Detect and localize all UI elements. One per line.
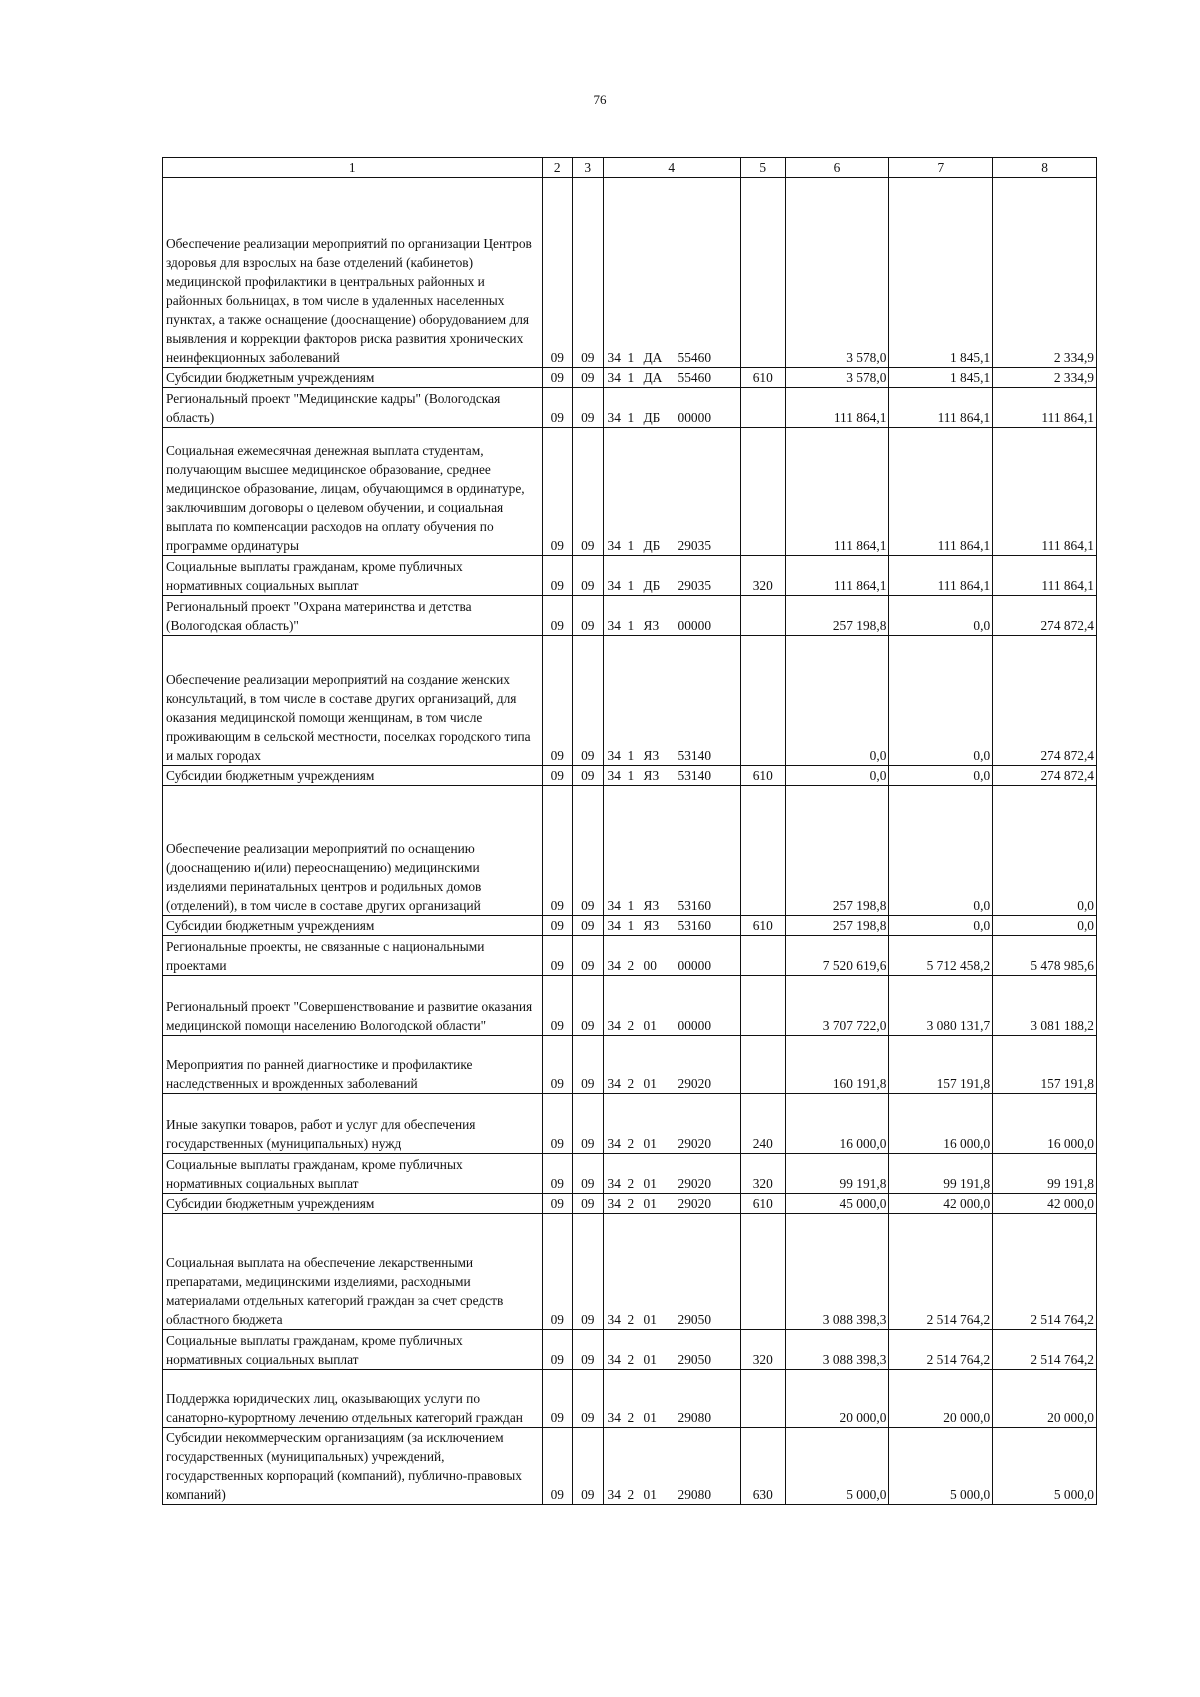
table-row bbox=[163, 1094, 1097, 1154]
table-row bbox=[163, 1370, 1097, 1428]
article-direction: 01 bbox=[643, 1196, 657, 1211]
row-subsection: 09 bbox=[573, 178, 604, 368]
row-section: 09 bbox=[542, 388, 573, 428]
row-target-article bbox=[603, 916, 740, 936]
row-section: 09 bbox=[542, 976, 573, 1036]
row-target-article bbox=[603, 388, 740, 428]
table-row bbox=[163, 1214, 1097, 1330]
row-amount-year-1: 257 198,8 bbox=[785, 916, 889, 936]
header-col-6: 6 bbox=[785, 158, 889, 178]
row-amount-year-3: 274 872,4 bbox=[993, 766, 1097, 786]
row-amount-year-3: 0,0 bbox=[993, 786, 1097, 916]
row-expense-type: 610 bbox=[740, 916, 785, 936]
row-amount-year-2: 1 845,1 bbox=[889, 368, 993, 388]
row-amount-year-1: 111 864,1 bbox=[785, 556, 889, 596]
row-amount-year-3: 274 872,4 bbox=[993, 636, 1097, 766]
row-subsection: 09 bbox=[573, 388, 604, 428]
row-subsection: 09 bbox=[573, 1214, 604, 1330]
row-target-article bbox=[603, 178, 740, 368]
table-body bbox=[163, 178, 1097, 1505]
row-amount-year-1: 16 000,0 bbox=[785, 1094, 889, 1154]
row-expense-type bbox=[740, 388, 785, 428]
row-amount-year-1: 0,0 bbox=[785, 636, 889, 766]
article-direction: 01 bbox=[643, 1410, 657, 1425]
row-target-article bbox=[603, 936, 740, 976]
row-amount-year-1: 160 191,8 bbox=[785, 1036, 889, 1094]
article-direction: Я3 bbox=[643, 768, 660, 783]
row-amount-year-3: 5 000,0 bbox=[993, 1428, 1097, 1505]
article-direction: 01 bbox=[643, 1352, 657, 1367]
row-expense-type bbox=[740, 1036, 785, 1094]
row-amount-year-2: 0,0 bbox=[889, 916, 993, 936]
article-code: 29020 bbox=[677, 1136, 712, 1151]
row-amount-year-3: 16 000,0 bbox=[993, 1094, 1097, 1154]
header-row bbox=[163, 158, 1097, 178]
article-program: 34 bbox=[607, 1487, 621, 1502]
row-subsection: 09 bbox=[573, 766, 604, 786]
row-amount-year-1: 111 864,1 bbox=[785, 388, 889, 428]
article-program: 34 bbox=[607, 1018, 621, 1033]
table-row bbox=[163, 388, 1097, 428]
row-description: Социальная ежемесячная денежная выплата студентам, получающим высшее медицинское образование, среднее медицинское образование, лицам, обучающимся в ординатуре, заключившим договоры о целевом обучении, и социальная выплата по компенсации расходов на оплату обучения по программе ординатуры bbox=[163, 428, 543, 556]
row-amount-year-1: 3 707 722,0 bbox=[785, 976, 889, 1036]
row-description: Социальные выплаты гражданам, кроме публичных нормативных социальных выплат bbox=[163, 556, 543, 596]
row-description: Региональный проект "Охрана материнства и детства (Вологодская область)" bbox=[163, 596, 543, 636]
row-amount-year-1: 7 520 619,6 bbox=[785, 936, 889, 976]
row-section: 09 bbox=[542, 1214, 573, 1330]
row-target-article bbox=[603, 786, 740, 916]
table-row bbox=[163, 916, 1097, 936]
article-subprogram: 1 bbox=[627, 538, 635, 553]
article-program: 34 bbox=[607, 1176, 621, 1191]
row-target-article bbox=[603, 1330, 740, 1370]
row-amount-year-3: 0,0 bbox=[993, 916, 1097, 936]
table-row bbox=[163, 1036, 1097, 1094]
row-amount-year-1: 111 864,1 bbox=[785, 428, 889, 556]
article-subprogram: 1 bbox=[627, 370, 635, 385]
header-col-3: 3 bbox=[573, 158, 604, 178]
article-direction: 01 bbox=[643, 1018, 657, 1033]
row-subsection: 09 bbox=[573, 1370, 604, 1428]
article-direction: 00 bbox=[643, 958, 657, 973]
article-program: 34 bbox=[607, 410, 621, 425]
article-code: 29020 bbox=[677, 1176, 712, 1191]
article-subprogram: 1 bbox=[627, 618, 635, 633]
row-amount-year-1: 5 000,0 bbox=[785, 1428, 889, 1505]
article-code: 29050 bbox=[677, 1312, 712, 1327]
row-section: 09 bbox=[542, 178, 573, 368]
row-amount-year-3: 99 191,8 bbox=[993, 1154, 1097, 1194]
row-subsection: 09 bbox=[573, 368, 604, 388]
row-subsection: 09 bbox=[573, 1330, 604, 1370]
table-row bbox=[163, 1194, 1097, 1214]
row-amount-year-3: 2 514 764,2 bbox=[993, 1214, 1097, 1330]
row-description: Поддержка юридических лиц, оказывающих услуги по санаторно-курортному лечению отдельных категорий граждан bbox=[163, 1370, 543, 1428]
article-code: 29035 bbox=[677, 578, 712, 593]
row-amount-year-3: 3 081 188,2 bbox=[993, 976, 1097, 1036]
row-expense-type bbox=[740, 936, 785, 976]
article-program: 34 bbox=[607, 1410, 621, 1425]
row-expense-type bbox=[740, 1370, 785, 1428]
row-subsection: 09 bbox=[573, 976, 604, 1036]
article-code: 00000 bbox=[677, 410, 712, 425]
row-target-article bbox=[603, 1214, 740, 1330]
budget-table bbox=[162, 157, 1097, 1505]
row-expense-type bbox=[740, 786, 785, 916]
article-direction: Я3 bbox=[643, 918, 660, 933]
article-subprogram: 2 bbox=[627, 1487, 635, 1502]
row-target-article bbox=[603, 1036, 740, 1094]
row-description: Субсидии некоммерческим организациям (за исключением государственных (муниципальных) учреждений, государственных корпораций (компаний), публично-правовых компаний) bbox=[163, 1428, 543, 1505]
row-section: 09 bbox=[542, 1370, 573, 1428]
row-target-article bbox=[603, 976, 740, 1036]
header-col-4: 4 bbox=[603, 158, 740, 178]
row-target-article bbox=[603, 1094, 740, 1154]
article-program: 34 bbox=[607, 1076, 621, 1091]
row-expense-type: 320 bbox=[740, 1154, 785, 1194]
row-subsection: 09 bbox=[573, 916, 604, 936]
article-direction: 01 bbox=[643, 1312, 657, 1327]
row-amount-year-1: 45 000,0 bbox=[785, 1194, 889, 1214]
article-code: 53160 bbox=[677, 898, 712, 913]
row-amount-year-3: 20 000,0 bbox=[993, 1370, 1097, 1428]
table-row bbox=[163, 636, 1097, 766]
row-description: Субсидии бюджетным учреждениям bbox=[163, 368, 543, 388]
row-target-article bbox=[603, 596, 740, 636]
row-target-article bbox=[603, 1428, 740, 1505]
row-amount-year-1: 257 198,8 bbox=[785, 596, 889, 636]
row-amount-year-2: 2 514 764,2 bbox=[889, 1214, 993, 1330]
article-program: 34 bbox=[607, 898, 621, 913]
row-subsection: 09 bbox=[573, 1428, 604, 1505]
article-subprogram: 1 bbox=[627, 410, 635, 425]
row-amount-year-2: 5 712 458,2 bbox=[889, 936, 993, 976]
article-subprogram: 1 bbox=[627, 748, 635, 763]
row-section: 09 bbox=[542, 916, 573, 936]
row-description: Субсидии бюджетным учреждениям bbox=[163, 766, 543, 786]
table-row bbox=[163, 976, 1097, 1036]
row-amount-year-2: 1 845,1 bbox=[889, 178, 993, 368]
row-subsection: 09 bbox=[573, 1036, 604, 1094]
row-expense-type: 240 bbox=[740, 1094, 785, 1154]
article-code: 29080 bbox=[677, 1410, 712, 1425]
row-amount-year-3: 2 514 764,2 bbox=[993, 1330, 1097, 1370]
article-code: 53140 bbox=[677, 768, 712, 783]
article-program: 34 bbox=[607, 578, 621, 593]
article-program: 34 bbox=[607, 1352, 621, 1367]
article-direction: ДА bbox=[643, 370, 663, 385]
row-amount-year-3: 2 334,9 bbox=[993, 178, 1097, 368]
article-direction: Я3 bbox=[643, 618, 660, 633]
row-section: 09 bbox=[542, 636, 573, 766]
article-program: 34 bbox=[607, 618, 621, 633]
row-amount-year-3: 274 872,4 bbox=[993, 596, 1097, 636]
table-row bbox=[163, 178, 1097, 368]
article-subprogram: 1 bbox=[627, 918, 635, 933]
article-subprogram: 1 bbox=[627, 578, 635, 593]
row-description: Субсидии бюджетным учреждениям bbox=[163, 916, 543, 936]
row-section: 09 bbox=[542, 936, 573, 976]
row-expense-type bbox=[740, 636, 785, 766]
article-code: 55460 bbox=[677, 350, 712, 365]
row-amount-year-2: 42 000,0 bbox=[889, 1194, 993, 1214]
row-expense-type: 610 bbox=[740, 1194, 785, 1214]
row-description: Региональные проекты, не связанные с национальными проектами bbox=[163, 936, 543, 976]
row-expense-type bbox=[740, 1214, 785, 1330]
article-subprogram: 2 bbox=[627, 1312, 635, 1327]
row-target-article bbox=[603, 766, 740, 786]
table-row bbox=[163, 1428, 1097, 1505]
row-target-article bbox=[603, 1194, 740, 1214]
article-subprogram: 1 bbox=[627, 768, 635, 783]
row-description: Социальная выплата на обеспечение лекарственными препаратами, медицинскими изделиями, расходными материалами отдельных категорий граждан за счет средств областного бюджета bbox=[163, 1214, 543, 1330]
row-amount-year-1: 0,0 bbox=[785, 766, 889, 786]
row-amount-year-1: 3 088 398,3 bbox=[785, 1214, 889, 1330]
article-direction: 01 bbox=[643, 1176, 657, 1191]
row-expense-type bbox=[740, 428, 785, 556]
row-amount-year-3: 111 864,1 bbox=[993, 388, 1097, 428]
row-target-article bbox=[603, 636, 740, 766]
table-row bbox=[163, 936, 1097, 976]
article-subprogram: 2 bbox=[627, 1076, 635, 1091]
row-target-article bbox=[603, 428, 740, 556]
row-subsection: 09 bbox=[573, 936, 604, 976]
row-section: 09 bbox=[542, 1428, 573, 1505]
row-amount-year-2: 111 864,1 bbox=[889, 556, 993, 596]
article-code: 29050 bbox=[677, 1352, 712, 1367]
article-program: 34 bbox=[607, 748, 621, 763]
row-amount-year-2: 5 000,0 bbox=[889, 1428, 993, 1505]
article-program: 34 bbox=[607, 538, 621, 553]
header-col-8: 8 bbox=[993, 158, 1097, 178]
article-code: 00000 bbox=[677, 958, 712, 973]
row-amount-year-2: 2 514 764,2 bbox=[889, 1330, 993, 1370]
table-row bbox=[163, 1330, 1097, 1370]
article-direction: Я3 bbox=[643, 748, 660, 763]
table-row bbox=[163, 596, 1097, 636]
row-section: 09 bbox=[542, 556, 573, 596]
row-amount-year-1: 257 198,8 bbox=[785, 786, 889, 916]
row-description: Региональный проект "Медицинские кадры" (Вологодская область) bbox=[163, 388, 543, 428]
row-expense-type bbox=[740, 178, 785, 368]
article-direction: Я3 bbox=[643, 898, 660, 913]
row-amount-year-2: 111 864,1 bbox=[889, 388, 993, 428]
row-subsection: 09 bbox=[573, 428, 604, 556]
row-subsection: 09 bbox=[573, 1094, 604, 1154]
article-subprogram: 2 bbox=[627, 1136, 635, 1151]
article-subprogram: 2 bbox=[627, 958, 635, 973]
row-description: Обеспечение реализации мероприятий по организации Центров здоровья для взрослых на базе отделений (кабинетов) медицинской профилактики в центральных районных и районных больницах, в том числе в удаленных населенных пунктах, а также оснащение (дооснащение) оборудованием для выявления и коррекции факторов риска развития хронических неинфекционных заболеваний bbox=[163, 178, 543, 368]
article-subprogram: 2 bbox=[627, 1410, 635, 1425]
article-direction: ДА bbox=[643, 350, 663, 365]
row-amount-year-2: 111 864,1 bbox=[889, 428, 993, 556]
row-description: Мероприятия по ранней диагностике и профилактике наследственных и врожденных заболеваний bbox=[163, 1036, 543, 1094]
row-amount-year-3: 111 864,1 bbox=[993, 556, 1097, 596]
article-subprogram: 2 bbox=[627, 1352, 635, 1367]
header-col-2: 2 bbox=[542, 158, 573, 178]
header-col-1: 1 bbox=[163, 158, 543, 178]
row-amount-year-2: 3 080 131,7 bbox=[889, 976, 993, 1036]
row-description: Иные закупки товаров, работ и услуг для обеспечения государственных (муниципальных) нужд bbox=[163, 1094, 543, 1154]
row-section: 09 bbox=[542, 428, 573, 556]
article-program: 34 bbox=[607, 918, 621, 933]
row-expense-type: 320 bbox=[740, 556, 785, 596]
row-target-article bbox=[603, 1370, 740, 1428]
article-program: 34 bbox=[607, 350, 621, 365]
article-program: 34 bbox=[607, 958, 621, 973]
article-code: 53140 bbox=[677, 748, 712, 763]
row-amount-year-2: 20 000,0 bbox=[889, 1370, 993, 1428]
row-amount-year-3: 42 000,0 bbox=[993, 1194, 1097, 1214]
article-program: 34 bbox=[607, 1196, 621, 1211]
article-program: 34 bbox=[607, 1136, 621, 1151]
article-code: 55460 bbox=[677, 370, 712, 385]
row-amount-year-2: 0,0 bbox=[889, 636, 993, 766]
article-subprogram: 2 bbox=[627, 1018, 635, 1033]
row-description: Социальные выплаты гражданам, кроме публичных нормативных социальных выплат bbox=[163, 1330, 543, 1370]
row-section: 09 bbox=[542, 1194, 573, 1214]
article-program: 34 bbox=[607, 768, 621, 783]
row-section: 09 bbox=[542, 1330, 573, 1370]
row-subsection: 09 bbox=[573, 556, 604, 596]
row-amount-year-1: 3 088 398,3 bbox=[785, 1330, 889, 1370]
row-subsection: 09 bbox=[573, 596, 604, 636]
article-code: 29035 bbox=[677, 538, 712, 553]
row-target-article bbox=[603, 1154, 740, 1194]
row-description: Социальные выплаты гражданам, кроме публичных нормативных социальных выплат bbox=[163, 1154, 543, 1194]
row-amount-year-2: 16 000,0 bbox=[889, 1094, 993, 1154]
article-direction: 01 bbox=[643, 1136, 657, 1151]
page-number: 76 bbox=[593, 92, 607, 107]
row-expense-type bbox=[740, 596, 785, 636]
row-subsection: 09 bbox=[573, 1154, 604, 1194]
article-direction: ДБ bbox=[643, 578, 661, 593]
row-description: Региональный проект "Совершенствование и развитие оказания медицинской помощи населению Вологодской области" bbox=[163, 976, 543, 1036]
row-amount-year-2: 99 191,8 bbox=[889, 1154, 993, 1194]
row-expense-type: 320 bbox=[740, 1330, 785, 1370]
row-expense-type: 610 bbox=[740, 368, 785, 388]
row-subsection: 09 bbox=[573, 1194, 604, 1214]
article-direction: ДБ bbox=[643, 410, 661, 425]
header-col-5: 5 bbox=[740, 158, 785, 178]
article-subprogram: 1 bbox=[627, 898, 635, 913]
row-amount-year-2: 0,0 bbox=[889, 766, 993, 786]
row-amount-year-2: 0,0 bbox=[889, 596, 993, 636]
table-row bbox=[163, 368, 1097, 388]
row-section: 09 bbox=[542, 1036, 573, 1094]
row-section: 09 bbox=[542, 596, 573, 636]
article-program: 34 bbox=[607, 1312, 621, 1327]
article-direction: 01 bbox=[643, 1487, 657, 1502]
article-subprogram: 2 bbox=[627, 1196, 635, 1211]
row-section: 09 bbox=[542, 1094, 573, 1154]
table-row bbox=[163, 786, 1097, 916]
article-code: 29020 bbox=[677, 1196, 712, 1211]
article-program: 34 bbox=[607, 370, 621, 385]
header-col-7: 7 bbox=[889, 158, 993, 178]
row-target-article bbox=[603, 368, 740, 388]
row-amount-year-3: 5 478 985,6 bbox=[993, 936, 1097, 976]
article-direction: ДБ bbox=[643, 538, 661, 553]
row-amount-year-3: 111 864,1 bbox=[993, 428, 1097, 556]
article-code: 00000 bbox=[677, 1018, 712, 1033]
row-amount-year-3: 2 334,9 bbox=[993, 368, 1097, 388]
article-direction: 01 bbox=[643, 1076, 657, 1091]
article-subprogram: 1 bbox=[627, 350, 635, 365]
article-code: 53160 bbox=[677, 918, 712, 933]
table-row bbox=[163, 428, 1097, 556]
table-row bbox=[163, 556, 1097, 596]
row-amount-year-1: 3 578,0 bbox=[785, 178, 889, 368]
row-amount-year-1: 3 578,0 bbox=[785, 368, 889, 388]
row-section: 09 bbox=[542, 368, 573, 388]
row-amount-year-2: 0,0 bbox=[889, 786, 993, 916]
article-code: 29080 bbox=[677, 1487, 712, 1502]
row-expense-type: 630 bbox=[740, 1428, 785, 1505]
article-subprogram: 2 bbox=[627, 1176, 635, 1191]
table-row bbox=[163, 766, 1097, 786]
row-section: 09 bbox=[542, 1154, 573, 1194]
row-amount-year-1: 99 191,8 bbox=[785, 1154, 889, 1194]
row-subsection: 09 bbox=[573, 786, 604, 916]
row-amount-year-2: 157 191,8 bbox=[889, 1036, 993, 1094]
row-section: 09 bbox=[542, 766, 573, 786]
row-expense-type bbox=[740, 976, 785, 1036]
row-description: Обеспечение реализации мероприятий на создание женских консультаций, в том числе в составе других организаций, для оказания медицинской помощи женщинам, в том числе проживающим в сельской местности, поселках городского типа и малых городах bbox=[163, 636, 543, 766]
row-amount-year-3: 157 191,8 bbox=[993, 1036, 1097, 1094]
article-code: 00000 bbox=[677, 618, 712, 633]
row-subsection: 09 bbox=[573, 636, 604, 766]
row-amount-year-1: 20 000,0 bbox=[785, 1370, 889, 1428]
table-row bbox=[163, 1154, 1097, 1194]
row-expense-type: 610 bbox=[740, 766, 785, 786]
row-description: Субсидии бюджетным учреждениям bbox=[163, 1194, 543, 1214]
row-description: Обеспечение реализации мероприятий по оснащению (дооснащению и(или) переоснащению) медицинскими изделиями перинатальных центров и родильных домов (отделений), в том числе в составе других организаций bbox=[163, 786, 543, 916]
row-section: 09 bbox=[542, 786, 573, 916]
row-target-article bbox=[603, 556, 740, 596]
article-code: 29020 bbox=[677, 1076, 712, 1091]
